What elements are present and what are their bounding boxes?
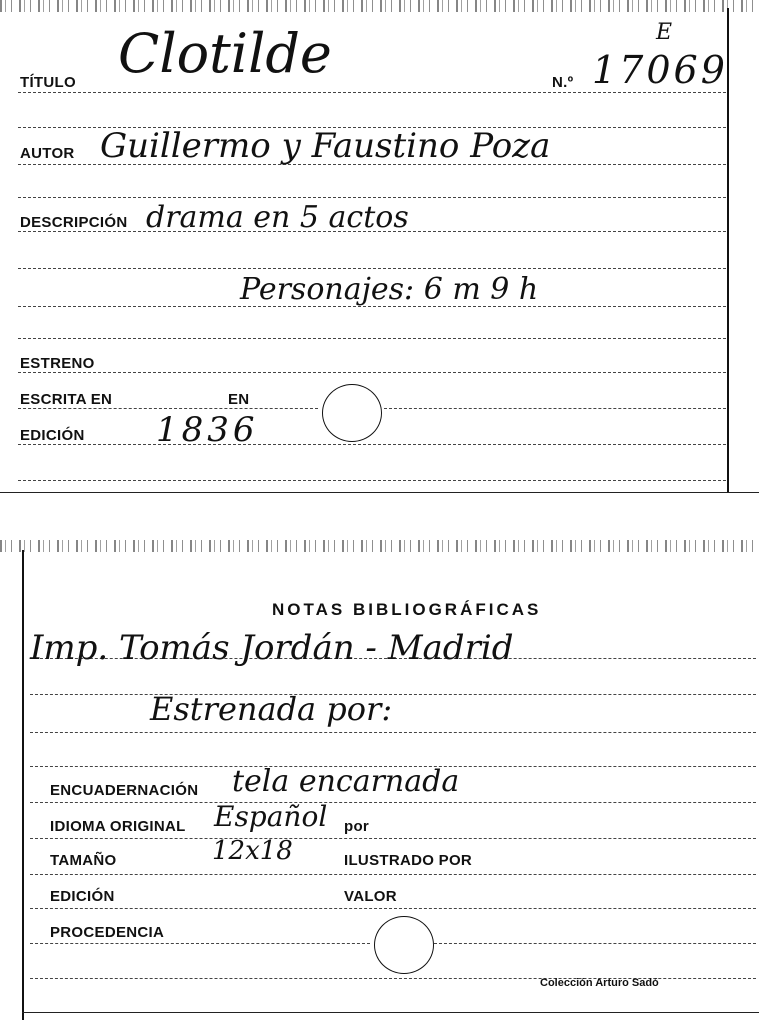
notes-line-1: Imp. Tomás Jordán - Madrid: [30, 628, 514, 668]
premiere-label: ESTRENO: [20, 355, 95, 372]
stamp-circle: [374, 916, 434, 974]
edition-label: EDICIÓN: [50, 888, 115, 905]
description-value: drama en 5 actos: [146, 200, 409, 235]
notes-heading: NOTAS BIBLIOGRÁFICAS: [272, 600, 542, 619]
written-in-label: ESCRITA EN: [20, 391, 113, 408]
original-language-value: Español: [214, 800, 328, 833]
binding-value: tela encarnada: [232, 764, 460, 799]
rule-line: [18, 197, 726, 198]
rule-line: [18, 480, 726, 481]
rule-line: [18, 268, 726, 269]
edition-value: 1836: [156, 410, 259, 450]
author-label: AUTOR: [20, 145, 75, 162]
description-label: DESCRIPCIÓN: [20, 214, 128, 231]
rule-line: [30, 874, 756, 875]
card-edge-texture: [0, 540, 759, 552]
notes-line-2: Estrenada por:: [150, 690, 393, 728]
author-value: Guillermo y Faustino Poza: [100, 126, 551, 166]
card-left-border: [22, 550, 24, 1020]
provenance-label: PROCEDENCIA: [50, 924, 165, 941]
stamp-circle: [322, 384, 382, 442]
title-label: TÍTULO: [20, 74, 76, 91]
rule-line: [30, 732, 756, 733]
catalog-card-front: [0, 0, 759, 494]
binding-label: ENCUADERNACIÓN: [50, 782, 199, 799]
by-label: por: [344, 818, 370, 835]
card-edge-texture: [0, 0, 759, 12]
collection-footer: Colección Arturo Sadó: [540, 977, 659, 989]
in-label: EN: [228, 391, 250, 408]
illustrated-by-label: ILUSTRADO POR: [344, 852, 473, 869]
rule-line: [30, 838, 756, 839]
rule-line: [30, 908, 756, 909]
card-bottom-edge: [0, 492, 759, 493]
rule-line: [30, 694, 756, 695]
value-label: VALOR: [344, 888, 397, 905]
size-value: 12x18: [212, 836, 293, 866]
rule-line: [30, 943, 370, 944]
number-value: 17069: [592, 48, 728, 92]
rule-line: [384, 408, 726, 409]
rule-line: [18, 338, 726, 339]
size-label: TAMAÑO: [50, 852, 117, 869]
characters-value: Personajes: 6 m 9 h: [240, 272, 539, 307]
catalog-card-back: [0, 540, 759, 1028]
rule-line: [18, 408, 318, 409]
rule-line: [18, 444, 726, 445]
rule-line: [18, 92, 726, 93]
original-language-label: IDIOMA ORIGINAL: [50, 818, 186, 835]
rule-line: [30, 802, 756, 803]
title-value: Clotilde: [118, 22, 332, 85]
edition-label: EDICIÓN: [20, 427, 85, 444]
card-bottom-edge: [22, 1012, 759, 1013]
number-label: N.º: [552, 74, 574, 91]
number-mark: E: [656, 20, 673, 45]
rule-line: [434, 943, 756, 944]
rule-line: [18, 372, 726, 373]
